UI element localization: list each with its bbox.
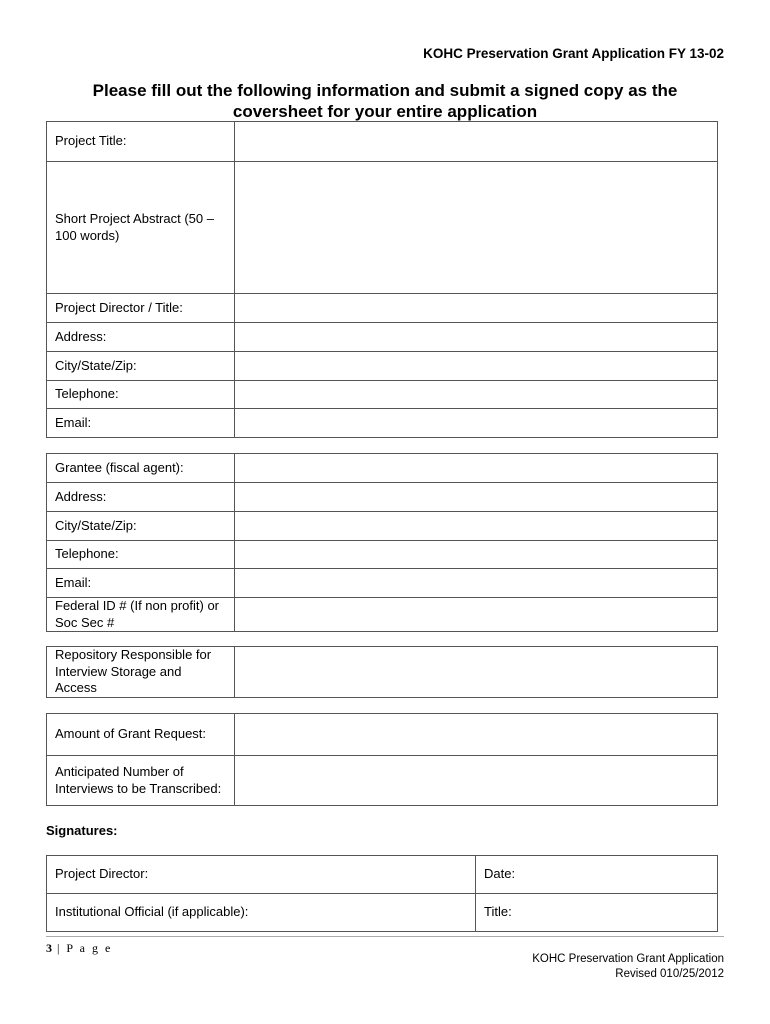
- footer-line-2: Revised 010/25/2012: [615, 968, 724, 980]
- page-title-line-2: coversheet for your entire application: [232, 102, 538, 121]
- grantee-table: [46, 453, 718, 632]
- table-row: [47, 512, 718, 541]
- grantee-label: Grantee (fiscal agent):: [47, 454, 235, 483]
- director-email-label: Email:: [47, 409, 235, 438]
- table-row: [47, 598, 718, 632]
- table-row: [47, 352, 718, 381]
- table-row: [47, 483, 718, 512]
- page-number: [46, 941, 112, 956]
- table-row: [47, 409, 718, 438]
- director-address-label: Address:: [47, 323, 235, 352]
- table-row: [47, 856, 718, 894]
- repository-table: [46, 646, 718, 698]
- grantee-email-field[interactable]: [235, 569, 718, 598]
- director-city-label: City/State/Zip:: [47, 352, 235, 381]
- grantee-telephone-field[interactable]: [235, 541, 718, 569]
- director-telephone-field[interactable]: [235, 381, 718, 409]
- project-title-label: Project Title:: [47, 122, 235, 162]
- footer-line-1: KOHC Preservation Grant Application: [532, 953, 724, 965]
- signature-date-field[interactable]: Date:: [476, 856, 718, 894]
- table-row: [47, 647, 718, 698]
- grantee-address-label: Address:: [47, 483, 235, 512]
- footer-divider: [46, 936, 724, 937]
- grantee-address-field[interactable]: [235, 483, 718, 512]
- project-abstract-label: Short Project Abstract (50 – 100 words): [47, 162, 235, 294]
- table-row: [47, 294, 718, 323]
- signatures-heading: Signatures:: [46, 823, 118, 838]
- table-row: [47, 894, 718, 932]
- interviews-count-field[interactable]: [235, 756, 718, 806]
- repository-field[interactable]: [235, 647, 718, 698]
- director-telephone-label: Telephone:: [47, 381, 235, 409]
- table-row: [47, 122, 718, 162]
- page-title: [0, 80, 770, 122]
- grantee-field[interactable]: [235, 454, 718, 483]
- grant-amount-label: Amount of Grant Request:: [47, 714, 235, 756]
- table-row: [47, 323, 718, 352]
- interviews-count-label: Anticipated Number of Interviews to be Transcribed:: [47, 756, 235, 806]
- director-city-field[interactable]: [235, 352, 718, 381]
- page-number-value: 3: [46, 941, 52, 955]
- federal-id-label: Federal ID # (If non profit) or Soc Sec #: [47, 598, 235, 632]
- page-number-text: | P a g e: [52, 941, 113, 955]
- project-director-field[interactable]: [235, 294, 718, 323]
- director-email-field[interactable]: [235, 409, 718, 438]
- table-row: [47, 381, 718, 409]
- project-director-label: Project Director / Title:: [47, 294, 235, 323]
- project-abstract-field[interactable]: [235, 162, 718, 294]
- director-signature-field[interactable]: Project Director:: [47, 856, 476, 894]
- federal-id-field[interactable]: [235, 598, 718, 632]
- grantee-telephone-label: Telephone:: [47, 541, 235, 569]
- official-signature-field[interactable]: Institutional Official (if applicable):: [47, 894, 476, 932]
- table-row: [47, 541, 718, 569]
- footer-info: [532, 952, 724, 982]
- grantee-city-label: City/State/Zip:: [47, 512, 235, 541]
- table-row: [47, 454, 718, 483]
- signatures-table: [46, 855, 718, 932]
- table-row: [47, 756, 718, 806]
- grantee-email-label: Email:: [47, 569, 235, 598]
- table-row: [47, 162, 718, 294]
- director-address-field[interactable]: [235, 323, 718, 352]
- grant-amount-field[interactable]: [235, 714, 718, 756]
- grant-request-table: [46, 713, 718, 806]
- page-header-title: KOHC Preservation Grant Application FY 13-02: [423, 46, 724, 61]
- grantee-city-field[interactable]: [235, 512, 718, 541]
- page-title-line-1: Please fill out the following information and submit a signed copy as the: [92, 81, 678, 100]
- official-title-field[interactable]: Title:: [476, 894, 718, 932]
- repository-label: Repository Responsible for Interview Storage and Access: [47, 647, 235, 698]
- table-row: [47, 569, 718, 598]
- table-row: [47, 714, 718, 756]
- project-info-table: [46, 121, 718, 438]
- project-title-field[interactable]: [235, 122, 718, 162]
